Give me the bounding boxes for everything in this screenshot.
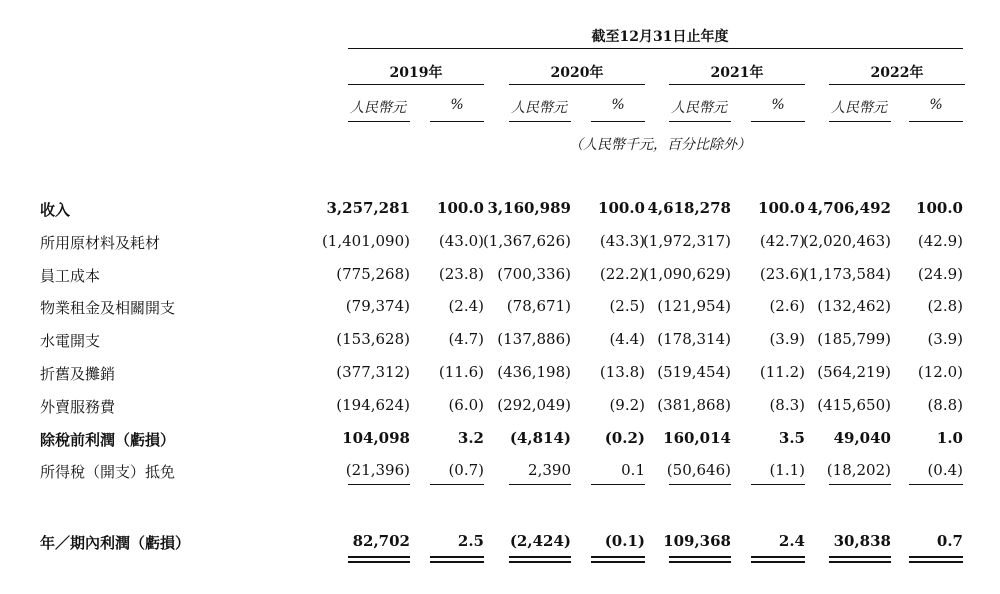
double-rule-pct-2022 (909, 556, 963, 558)
cell-amount-2020: (436,198) (497, 363, 571, 381)
subtotal-rule-amount-2019 (348, 484, 410, 485)
year-header-2019: 2019年 (389, 65, 443, 81)
unit-pct-2021: % (771, 97, 785, 113)
cell-pct-2020: 100.0 (598, 199, 645, 217)
cell-pct-2022: (24.9) (917, 264, 963, 283)
period-header: 截至12月31日止年度 (591, 29, 729, 45)
cell-pct-2022: (42.9) (917, 231, 963, 250)
cell-pct-2022: 1.0 (936, 428, 963, 447)
cell-pct-2021: (1.1) (769, 461, 805, 480)
unit-rule-amount-2022 (829, 121, 891, 122)
total-pct-2020: (0.1) (604, 532, 645, 550)
unit-rule-amount-2021 (669, 121, 731, 122)
row-label: 折舊及攤銷 (40, 365, 116, 383)
cell-amount-2019: 3,257,281 (326, 199, 410, 217)
cell-amount-2022: (185,799) (817, 330, 891, 349)
total-amount-2022: 30,838 (833, 532, 891, 550)
cell-pct-2021: (8.3) (769, 395, 805, 414)
cell-amount-2020: (4,814) (509, 428, 571, 447)
cell-amount-2021: 4,618,278 (647, 199, 731, 217)
cell-amount-2019: (153,628) (336, 330, 410, 349)
double-rule-pct-2020 (591, 556, 645, 558)
double-rule-pct-2022 (909, 561, 963, 563)
cell-pct-2019: (4.7) (448, 330, 484, 349)
cell-pct-2019: (11.6) (438, 363, 484, 381)
cell-pct-2020: (13.8) (599, 363, 645, 381)
year-rule-2020 (509, 84, 645, 85)
cell-amount-2022: 4,706,492 (807, 199, 891, 217)
unit-rule-pct-2020 (591, 121, 645, 122)
unit-amount-2021: 人民幣元 (671, 100, 727, 116)
total-pct-2019: 2.5 (457, 532, 484, 550)
unit-amount-2022: 人民幣元 (831, 100, 887, 116)
cell-amount-2021: (1,972,317) (642, 231, 731, 250)
cell-pct-2021: (11.2) (759, 363, 805, 381)
cell-amount-2022: (2,020,463) (802, 231, 891, 250)
unit-rule-pct-2019 (430, 121, 484, 122)
cell-pct-2022: (12.0) (917, 363, 963, 381)
year-rule-2021 (669, 84, 805, 85)
cell-pct-2022: (0.4) (927, 461, 963, 480)
double-rule-pct-2020 (591, 561, 645, 563)
double-rule-amount-2021 (669, 561, 731, 563)
cell-amount-2021: 160,014 (663, 428, 731, 447)
cell-pct-2019: (6.0) (448, 395, 484, 414)
subtotal-rule-amount-2021 (669, 484, 731, 485)
cell-pct-2022: 100.0 (916, 199, 963, 217)
double-rule-amount-2019 (348, 556, 410, 558)
cell-amount-2019: (79,374) (345, 297, 410, 316)
year-header-2021: 2021年 (710, 65, 764, 81)
cell-pct-2019: (2.4) (448, 297, 484, 316)
double-rule-amount-2022 (829, 556, 891, 558)
cell-pct-2020: (9.2) (609, 395, 645, 414)
cell-amount-2022: (1,173,584) (802, 264, 891, 283)
cell-amount-2021: (1,090,629) (642, 264, 731, 283)
cell-amount-2022: (132,462) (817, 297, 891, 316)
cell-amount-2020: (78,671) (506, 297, 571, 316)
cell-pct-2020: (22.2) (599, 264, 645, 283)
year-rule-2022 (829, 84, 965, 85)
cell-amount-2021: (178,314) (657, 330, 731, 349)
cell-amount-2020: (292,049) (497, 395, 571, 414)
unit-rule-pct-2022 (909, 121, 963, 122)
subtotal-rule-amount-2020 (509, 484, 571, 485)
double-rule-pct-2021 (751, 556, 805, 558)
double-rule-pct-2021 (751, 561, 805, 563)
row-label: 外賣服務費 (40, 397, 116, 416)
row-label: 收入 (40, 201, 71, 219)
cell-amount-2021: (121,954) (657, 297, 731, 316)
cell-pct-2020: (43.3) (599, 231, 645, 250)
cell-amount-2019: (377,312) (336, 363, 410, 381)
cell-amount-2020: 3,160,989 (487, 199, 571, 217)
cell-amount-2022: (415,650) (817, 395, 891, 414)
subtotal-rule-pct-2021 (751, 484, 805, 485)
cell-amount-2019: (1,401,090) (321, 231, 410, 250)
cell-amount-2022: (564,219) (817, 363, 891, 381)
total-amount-2021: 109,368 (663, 532, 731, 550)
cell-pct-2020: (2.5) (609, 297, 645, 316)
cell-pct-2021: (2.6) (769, 297, 805, 316)
cell-amount-2020: (137,886) (497, 330, 571, 349)
cell-amount-2022: (18,202) (826, 461, 891, 480)
cell-pct-2020: (4.4) (609, 330, 645, 349)
double-rule-amount-2019 (348, 561, 410, 563)
total-amount-2019: 82,702 (352, 532, 410, 550)
row-label: 所用原材料及耗材 (40, 233, 161, 252)
double-rule-amount-2020 (509, 556, 571, 558)
cell-pct-2020: 0.1 (621, 461, 645, 480)
unit-rule-amount-2020 (509, 121, 571, 122)
double-rule-pct-2019 (430, 561, 484, 563)
unit-amount-2020: 人民幣元 (511, 100, 567, 116)
cell-pct-2021: (42.7) (759, 231, 805, 250)
subtotal-rule-pct-2020 (591, 484, 645, 485)
cell-pct-2019: 3.2 (457, 428, 484, 447)
double-rule-amount-2021 (669, 556, 731, 558)
cell-amount-2021: (519,454) (657, 363, 731, 381)
unit-pct-2022: % (929, 97, 943, 113)
cell-pct-2022: (2.8) (927, 297, 963, 316)
unit-rule-amount-2019 (348, 121, 410, 122)
row-label: 物業租金及相關開支 (40, 299, 176, 318)
cell-amount-2020: 2,390 (528, 461, 571, 480)
total-label: 年／期內利潤（虧損） (40, 534, 191, 552)
double-rule-amount-2020 (509, 561, 571, 563)
double-rule-pct-2019 (430, 556, 484, 558)
subtotal-rule-amount-2022 (829, 484, 891, 485)
cell-pct-2019: (23.8) (438, 264, 484, 283)
year-header-2020: 2020年 (550, 65, 604, 81)
total-amount-2020: (2,424) (509, 532, 571, 550)
unit-pct-2019: % (450, 97, 464, 113)
cell-pct-2021: 100.0 (758, 199, 805, 217)
cell-pct-2022: (3.9) (927, 330, 963, 349)
cell-pct-2021: (3.9) (769, 330, 805, 349)
cell-pct-2019: (0.7) (448, 461, 484, 480)
cell-pct-2019: 100.0 (437, 199, 484, 217)
unit-rule-pct-2021 (751, 121, 805, 122)
currency-note: （人民幣千元，百分比除外） (569, 137, 751, 153)
cell-amount-2020: (700,336) (497, 264, 571, 283)
cell-amount-2021: (50,646) (666, 461, 731, 480)
row-label: 除稅前利潤（虧損） (40, 430, 176, 449)
subtotal-rule-pct-2022 (909, 484, 963, 485)
row-label: 水電開支 (40, 332, 101, 351)
cell-amount-2021: (381,868) (657, 395, 731, 414)
total-pct-2022: 0.7 (936, 532, 963, 550)
cell-pct-2020: (0.2) (604, 428, 645, 447)
unit-pct-2020: % (611, 97, 625, 113)
row-label: 員工成本 (40, 266, 101, 285)
cell-pct-2021: 3.5 (778, 428, 805, 447)
subtotal-rule-pct-2019 (430, 484, 484, 485)
cell-amount-2019: (21,396) (345, 461, 410, 480)
cell-amount-2019: 104,098 (342, 428, 410, 447)
cell-amount-2020: (1,367,626) (482, 231, 571, 250)
cell-amount-2019: (194,624) (336, 395, 410, 414)
unit-amount-2019: 人民幣元 (350, 100, 406, 116)
double-rule-amount-2022 (829, 561, 891, 563)
year-header-2022: 2022年 (870, 65, 924, 81)
cell-amount-2022: 49,040 (833, 428, 891, 447)
year-rule-2019 (348, 84, 484, 85)
cell-pct-2019: (43.0) (438, 231, 484, 250)
cell-pct-2021: (23.6) (759, 264, 805, 283)
row-label: 所得稅（開支）抵免 (40, 463, 176, 482)
cell-amount-2019: (775,268) (336, 264, 410, 283)
period-rule (348, 48, 963, 49)
cell-pct-2022: (8.8) (927, 395, 963, 414)
total-pct-2021: 2.4 (778, 532, 805, 550)
